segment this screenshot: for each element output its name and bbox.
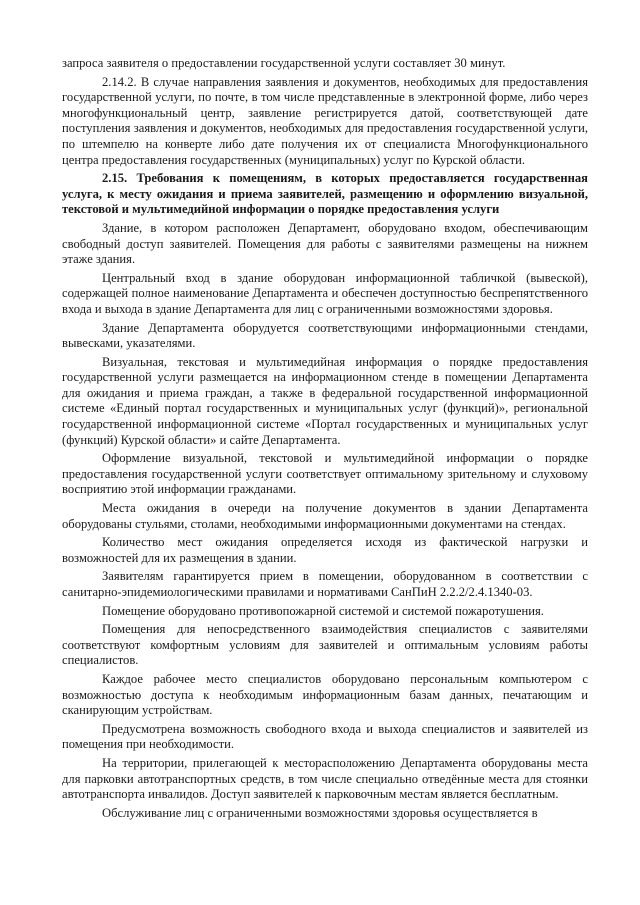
paragraph: Каждое рабочее место специалистов оборудовано персональным компьютером с возможностью доступа к необходимым информационным базам данных, печатающим и сканирующим устройствам. [62, 671, 588, 718]
paragraph: Оформление визуальной, текстовой и мультимедийной информации о порядке предоставления государственной услуги соответствует оптимальному зрительному и слуховому восприятию этой информации гражданами. [62, 451, 588, 497]
paragraph: Здание, в котором расположен Департамент, оборудовано входом, обеспечивающим свободный доступ заявителей. Помещения для работы с заявителями размещены на нижнем этаже здания. [62, 220, 588, 267]
paragraph: Визуальная, текстовая и мультимедийная информация о порядке предоставления государственной услуги размещается на информационном стенде в помещении Департамента для ожидания и приема граждан, а также в федеральной государственной информационной системе «Единый портал государственных и муниципальных услуг (функций)», региональной государственной информационной системе «Портал государственных и муниципальных услуг (функций) Курской области» и сайте Департамента. [62, 354, 588, 447]
paragraph-continuation: запроса заявителя о предоставлении государственной услуги составляет 30 минут. [62, 56, 506, 70]
paragraph: На территории, прилегающей к месторасположению Департамента оборудованы места для парковки автотранспортных средств, в том числе специально отведённые места для стоянки автотранспорта инвалидов. Доступ заявителей к парковочным местам является бесплатным. [62, 755, 588, 802]
paragraph: Предусмотрена возможность свободного входа и выхода специалистов и заявителей из помещения при необходимости. [62, 721, 588, 752]
document-body [62, 56, 588, 821]
paragraph: Помещение оборудовано противопожарной системой и системой пожаротушения. [102, 603, 544, 618]
paragraph: Здание Департамента оборудуется соответствующими информационными стендами, вывесками, указателями. [62, 320, 588, 351]
paragraph: Заявителям гарантируется прием в помещении, оборудованном в соответствии с санитарно-эпидемиологическими правилами и нормативами СанПиН 2.2.2/2.4.1340-03. [62, 569, 588, 599]
paragraph-2-14-2: 2.14.2. В случае направления заявления и документов, необходимых для предоставления государственной услуги, по почте, в том числе представленные в электронной форме, либо через многофункциональный центр, заявление регистрируется датой, соответствующей дате поступления заявления и документов, необходимых для предоставления государственной услуги, по штемпелю на конверте либо дате получения их от специалиста Многофункционального центра предоставления государственных (муниципальных) услуг по Курской области. [62, 74, 588, 167]
section-heading-2-15: 2.15. Требования к помещениям, в которых предоставляется государственная услуга, к месту ожидания и приема заявителей, размещению и оформлению визуальной, текстовой и мультимедийной информации о порядке предоставления услуги [62, 171, 588, 217]
paragraph: Центральный вход в здание оборудован информационной табличкой (вывеской), содержащей полное наименование Департамента и обеспечен доступностью беспрепятственного входа и выхода в здание Департамента для лиц с ограниченными возможностями здоровья. [62, 270, 588, 316]
paragraph-truncated: Обслуживание лиц с ограниченными возможностями здоровья осуществляется в [102, 805, 538, 820]
paragraph: Количество мест ожидания определяется исходя из фактической нагрузки и возможностей для их размещения в здании. [62, 535, 588, 565]
paragraph: Места ожидания в очереди на получение документов в здании Департамента оборудованы стульями, столами, необходимыми информационными документами на стендах. [62, 501, 588, 531]
paragraph: Помещения для непосредственного взаимодействия специалистов с заявителями соответствуют комфортным условиям для заявителей и оптимальным условиям работы специалистов. [62, 622, 588, 668]
